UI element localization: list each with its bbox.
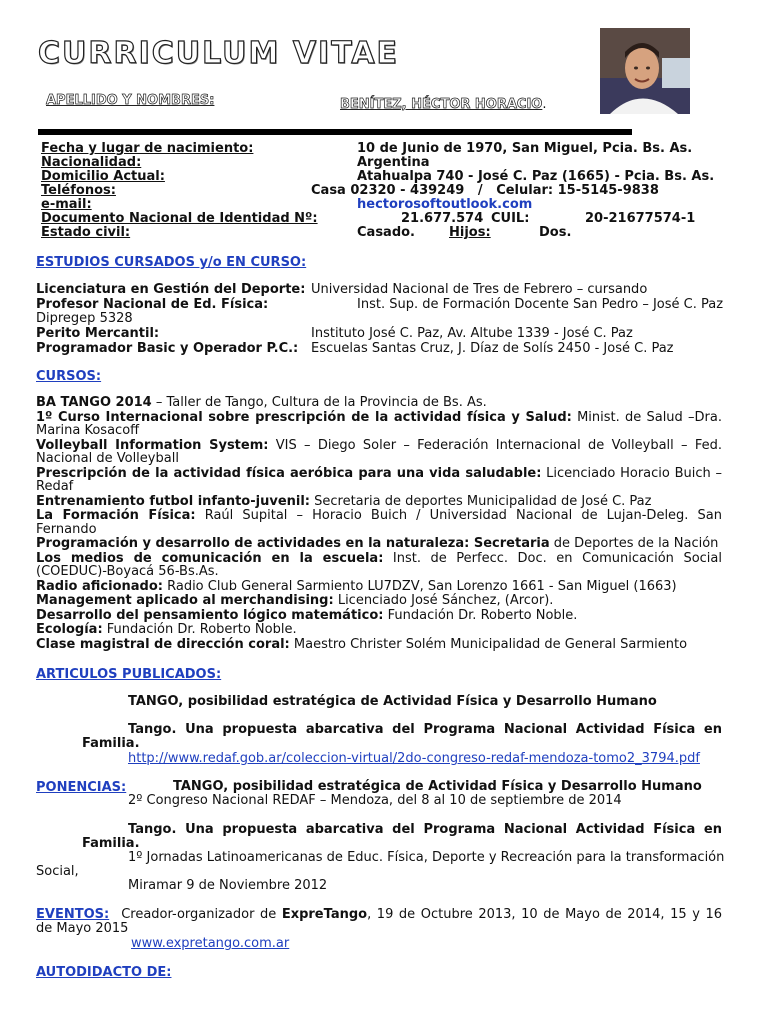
- course-item: [36, 537, 722, 551]
- civil-value: Casado.: [357, 225, 415, 240]
- course-value: – Taller de Tango, Cultura de la Provincia de Bs. As.: [151, 395, 487, 410]
- study-value: Inst. Sup. de Formación Docente San Pedro – José C. Paz: [357, 297, 724, 312]
- course-label: Ecología:: [36, 622, 103, 637]
- profile-photo: [600, 28, 690, 114]
- header-divider: [38, 129, 632, 135]
- document-title: CURRICULUM VITAE: [38, 36, 400, 71]
- study-value: Instituto José C. Paz, Av. Altube 1339 - José C. Paz: [311, 326, 633, 341]
- course-label: Programación y desarrollo de actividades en la naturaleza: Secretaria: [36, 536, 550, 551]
- course-value: Secretaria de deportes Municipalidad de José C. Paz: [310, 493, 652, 509]
- course-item: [36, 396, 722, 410]
- name-label: APELLIDO Y NOMBRES:: [46, 93, 215, 108]
- email-value[interactable]: hectorosoftoutlook.com: [357, 197, 533, 212]
- talk-detail: Miramar 9 de Noviembre 2012: [128, 878, 328, 893]
- course-label: Management aplicado al merchandising:: [36, 593, 334, 608]
- name-value-wrap: [340, 93, 546, 112]
- course-label: Los medios de comunicación en la escuela:: [36, 550, 384, 566]
- phones-value: Casa 02320 - 439249 / Celular: 15-5145-9838: [311, 183, 659, 198]
- course-value: Fundación Dr. Roberto Noble.: [383, 607, 578, 623]
- address-label: Domicilio Actual:: [41, 169, 165, 184]
- email-label: e-mail:: [41, 197, 92, 212]
- dni-value: 21.677.574: [401, 211, 484, 226]
- course-label: Desarrollo del pensamiento lógico matemático:: [36, 607, 384, 623]
- birth-label: Fecha y lugar de nacimiento:: [41, 141, 254, 156]
- course-label: La Formación Física:: [36, 508, 196, 523]
- nationality-value: Argentina: [357, 155, 430, 170]
- phones-label: Teléfonos:: [41, 183, 116, 198]
- nationality-label: Nacionalidad:: [41, 155, 142, 170]
- course-value: Inst. de Perfecc. Doc. en Comunicación Social (COEDUC)-Boyacá 56-Bs.As.: [36, 550, 722, 579]
- events-link[interactable]: www.expretango.com.ar: [131, 936, 290, 951]
- course-item: [36, 439, 722, 466]
- course-value: VIS – Diego Soler – Federación Internacional de Volleyball – Fed. Nacional de Volleyball: [36, 437, 722, 466]
- talks-heading: PONENCIAS:: [36, 780, 127, 795]
- course-value: Maestro Christer Solém Municipalidad de General Sarmiento: [289, 636, 688, 652]
- articles-heading: ARTICULOS PUBLICADOS:: [36, 667, 222, 682]
- name-value: BENÍTEZ, HÉCTOR HORACIO: [340, 97, 543, 112]
- course-item: [36, 609, 722, 623]
- course-item: [36, 623, 722, 637]
- study-extra: Dipregep 5328: [36, 311, 133, 326]
- birth-value: 10 de Junio de 1970, San Miguel, Pcia. Bs. As.: [357, 141, 693, 156]
- article-title: TANGO, posibilidad estratégica de Actividad Física y Desarrollo Humano: [128, 694, 657, 709]
- course-value: Raúl Supital – Horacio Buich / Universidad Nacional de Lujan-Deleg. San Fernando: [36, 508, 722, 537]
- course-value: de Deportes de la Nación: [549, 536, 719, 551]
- course-value: Minist. de Salud –Dra. Marina Kosacoff: [36, 409, 722, 438]
- course-label: Prescripción de la actividad física aeróbica para una vida saludable:: [36, 465, 542, 481]
- dni-label: Documento Nacional de Identidad Nº:: [41, 211, 318, 226]
- course-value: Fundación Dr. Roberto Noble.: [102, 622, 297, 637]
- course-item: [36, 495, 722, 509]
- profile-photo-image: [600, 28, 690, 114]
- talk-detail: 2º Congreso Nacional REDAF – Mendoza, del 8 al 10 de septiembre de 2014: [128, 793, 622, 808]
- events-heading: EVENTOS:: [36, 907, 110, 922]
- courses-list: [36, 396, 722, 652]
- article-title: Tango. Una propuesta abarcativa del Programa Nacional Actividad Física en: [128, 722, 722, 737]
- course-value: Licenciado Horacio Buich – Redaf: [36, 465, 723, 494]
- study-label: Profesor Nacional de Ed. Física:: [36, 297, 269, 312]
- children-value: Dos.: [539, 225, 572, 240]
- talk-detail: 1º Jornadas Latinoamericanas de Educ. Física, Deporte y Recreación para la transformación: [128, 850, 725, 865]
- course-item: [36, 552, 722, 579]
- civil-label: Estado civil:: [41, 225, 131, 240]
- cuil-label: CUIL:: [491, 211, 530, 226]
- cuil-value: 20-21677574-1: [585, 211, 696, 226]
- course-item: [36, 580, 722, 594]
- courses-heading: CURSOS:: [36, 369, 102, 384]
- talk-title: Tango. Una propuesta abarcativa del Programa Nacional Actividad Física en: [128, 822, 722, 837]
- course-item: [36, 509, 722, 536]
- course-value: Radio Club General Sarmiento LU7DZV, San Lorenzo 1661 - San Miguel (1663): [162, 578, 677, 594]
- course-label: Radio aficionado:: [36, 578, 163, 594]
- course-label: Entrenamiento futbol infanto-juvenil:: [36, 493, 310, 509]
- study-label: Perito Mercantil:: [36, 326, 160, 341]
- course-value: Licenciado José Sánchez, (Arcor).: [333, 593, 554, 608]
- study-label: Licenciatura en Gestión del Deporte:: [36, 282, 306, 297]
- events-block: [36, 908, 722, 935]
- course-item: [36, 638, 722, 652]
- course-item: [36, 594, 722, 608]
- self-taught-heading: AUTODIDACTO DE:: [36, 965, 172, 980]
- article-title-cont: Familia.: [82, 736, 140, 751]
- address-value: Atahualpa 740 - José C. Paz (1665) - Pcia. Bs. As.: [357, 169, 715, 184]
- course-label: 1º Curso Internacional sobre prescripción de la actividad física y Salud:: [36, 409, 572, 425]
- children-label: Hijos:: [449, 225, 491, 240]
- course-label: BA TANGO 2014: [36, 395, 152, 410]
- course-label: Volleyball Information System:: [36, 437, 269, 453]
- talk-detail: Social,: [36, 864, 79, 879]
- study-value: Escuelas Santas Cruz, J. Díaz de Solís 2450 - José C. Paz: [311, 341, 674, 356]
- studies-heading: ESTUDIOS CURSADOS y/o EN CURSO:: [36, 255, 307, 270]
- study-value: Universidad Nacional de Tres de Febrero – cursando: [311, 282, 648, 297]
- talk-title: TANGO, posibilidad estratégica de Actividad Física y Desarrollo Humano: [173, 779, 702, 794]
- name-suffix: .: [542, 97, 547, 112]
- events-text-before: Creador-organizador de: [121, 907, 282, 922]
- course-item: [36, 411, 722, 438]
- events-brand: ExpreTango: [281, 907, 368, 922]
- article-link[interactable]: http://www.redaf.gob.ar/coleccion-virtual/2do-congreso-redaf-mendoza-tomo2_3794.pdf: [128, 751, 700, 766]
- events-text-after: , 19 de Octubre 2013, 10 de Mayo de 2014, 15 y 16 de Mayo 2015: [36, 907, 723, 936]
- course-item: [36, 467, 722, 494]
- study-label: Programador Basic y Operador P.C.:: [36, 341, 299, 356]
- talk-title-cont: Familia.: [82, 836, 140, 851]
- course-label: Clase magistral de dirección coral:: [36, 636, 290, 652]
